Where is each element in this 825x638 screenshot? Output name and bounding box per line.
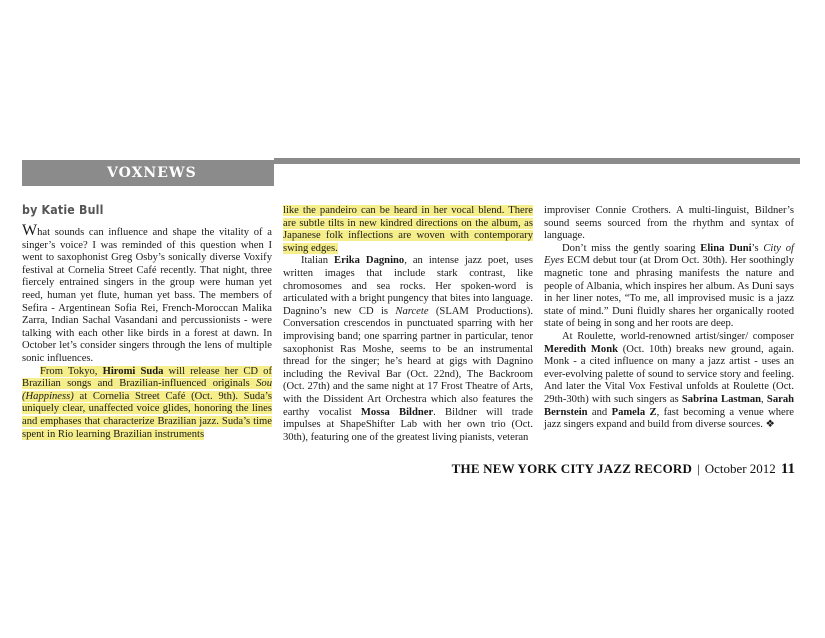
- album-title: City of Eyes: [544, 242, 794, 267]
- footer-separator: |: [697, 461, 700, 476]
- artist-name: Erika Dagnino: [334, 255, 405, 267]
- album-title: Sou (Happiness): [22, 378, 272, 402]
- issue-date: October 2012: [704, 461, 776, 476]
- paragraph: At Roulette, world-renowned artist/singer/ composer Meredith Monk (Oct. 10th) breaks new ground, again. Monk - a cited influence on many a jazz artist - uses an ever-evolving palette of sound to service story and feeling. And later the Vital Vox Festival unfolds at Roulette (Oct. 29th-30th) with such singers as Sabrina Lastman, Sarah Bernstein and Pamela Z, fast becoming a venue where jazz singers expand and build from diverse sources. ❖: [544, 330, 795, 431]
- paragraph: What sounds can influence and shape the vitality of a singer’s voice? I was reminded of this question when I went to saxophonist Greg Osby’s sonically diverse Voxify festival at Cornelia Street Café recently. That night, three fiercely entrained singers in the group were human yet reed, human yet flute, human yet bass. The members of Sefira - Argentinean Sofia Rei, French-Moroccan Malika Zarra, Indian Sachal Vasandani and percussionists - were talking with each other like birds in a forest at dawn. In October let’s consider singers through the lens of multiple sonic influences.: [22, 222, 272, 364]
- artist-name: Meredith Monk: [544, 343, 619, 355]
- paragraph-highlighted: like the pandeiro can be heard in her vocal blend. There are subtle tilts in new kindred directions on the album, as Japanese folk inflections are woven with contemporary swing edges.: [283, 205, 533, 254]
- artist-name: Hiromi Suda: [102, 365, 164, 377]
- artist-name: Mossa Bildner: [360, 406, 434, 418]
- artist-name: Sarah Bernstein: [544, 393, 795, 418]
- page-footer: [452, 461, 795, 478]
- paragraph-highlighted: From Tokyo, Hiromi Suda will release her CD of Brazilian songs and Brazilian-influenced originals Sou (Happiness) at Cornelia Street Café (Oct. 9th). Suda’s uniquely clear, unaffected voice glides, honoring the lines and emphases that characterize Brazilian jazz. Suda’s time spent in Rio learning Brazilian instruments: [22, 365, 272, 440]
- paragraph: Italian Erika Dagnino, an intense jazz poet, uses written images that include stark contrast, like chromosomes and sea rocks. Her spoken-word is articulated with a bright pungency that bites into language. Dagnino’s new CD is Narcete (SLAM Productions). Conversation crescendos in punctuated sparring with her improvising band; one sparring partner in particular, tenor saxophonist Ras Moshe, seems to be an instrumental thread for the singer; he’s heard at gigs with Dagnino including the Revival Bar (Oct. 22nd), The Backroom (Oct. 27th) and the same night at 17 Frost Theatre of Arts, with the Dissident Art Orchestra which also features the earthy vocalist Mossa Bildner. Bildner will trade impulses at ShapeShifter Lab with her own trio (Oct. 30th), featuring one of the greatest living pianists, veteran: [283, 255, 533, 443]
- column-2: [283, 205, 533, 444]
- artist-name: Pamela Z: [611, 406, 657, 418]
- album-title: Narcete: [395, 305, 429, 317]
- publication-name: THE NEW YORK CITY JAZZ RECORD: [451, 461, 693, 476]
- section-tab: [22, 160, 274, 186]
- artist-name: Sabrina Lastman: [681, 393, 762, 405]
- header-rule: [274, 158, 800, 164]
- artist-name: Elina Duni: [700, 242, 752, 254]
- page-number: 11: [780, 461, 795, 477]
- drop-cap: W: [22, 222, 38, 239]
- end-mark-icon: ❖: [765, 419, 776, 431]
- column-1: [22, 222, 272, 441]
- section-title: VOXNEWS: [107, 165, 197, 181]
- paragraph: Don’t miss the gently soaring Elina Duni’s City of Eyes ECM debut tour (at Drom Oct. 30th). Her soothingly magnetic tone and phrasing manifests the nature and people of Albania, which inspires her album. As Duni says in her liner notes, “To me, all improvised music is a jazz state of mind.” Duni fluidly shares her organically rooted state of being in song and her roots are deep.: [544, 242, 794, 330]
- column-3: [544, 205, 794, 432]
- byline: by Katie Bull: [22, 203, 104, 217]
- paragraph: improviser Connie Crothers. A multi-linguist, Bildner’s sound seems sourced from the rhythm and syntax of language.: [544, 205, 794, 242]
- section-header: [22, 158, 800, 186]
